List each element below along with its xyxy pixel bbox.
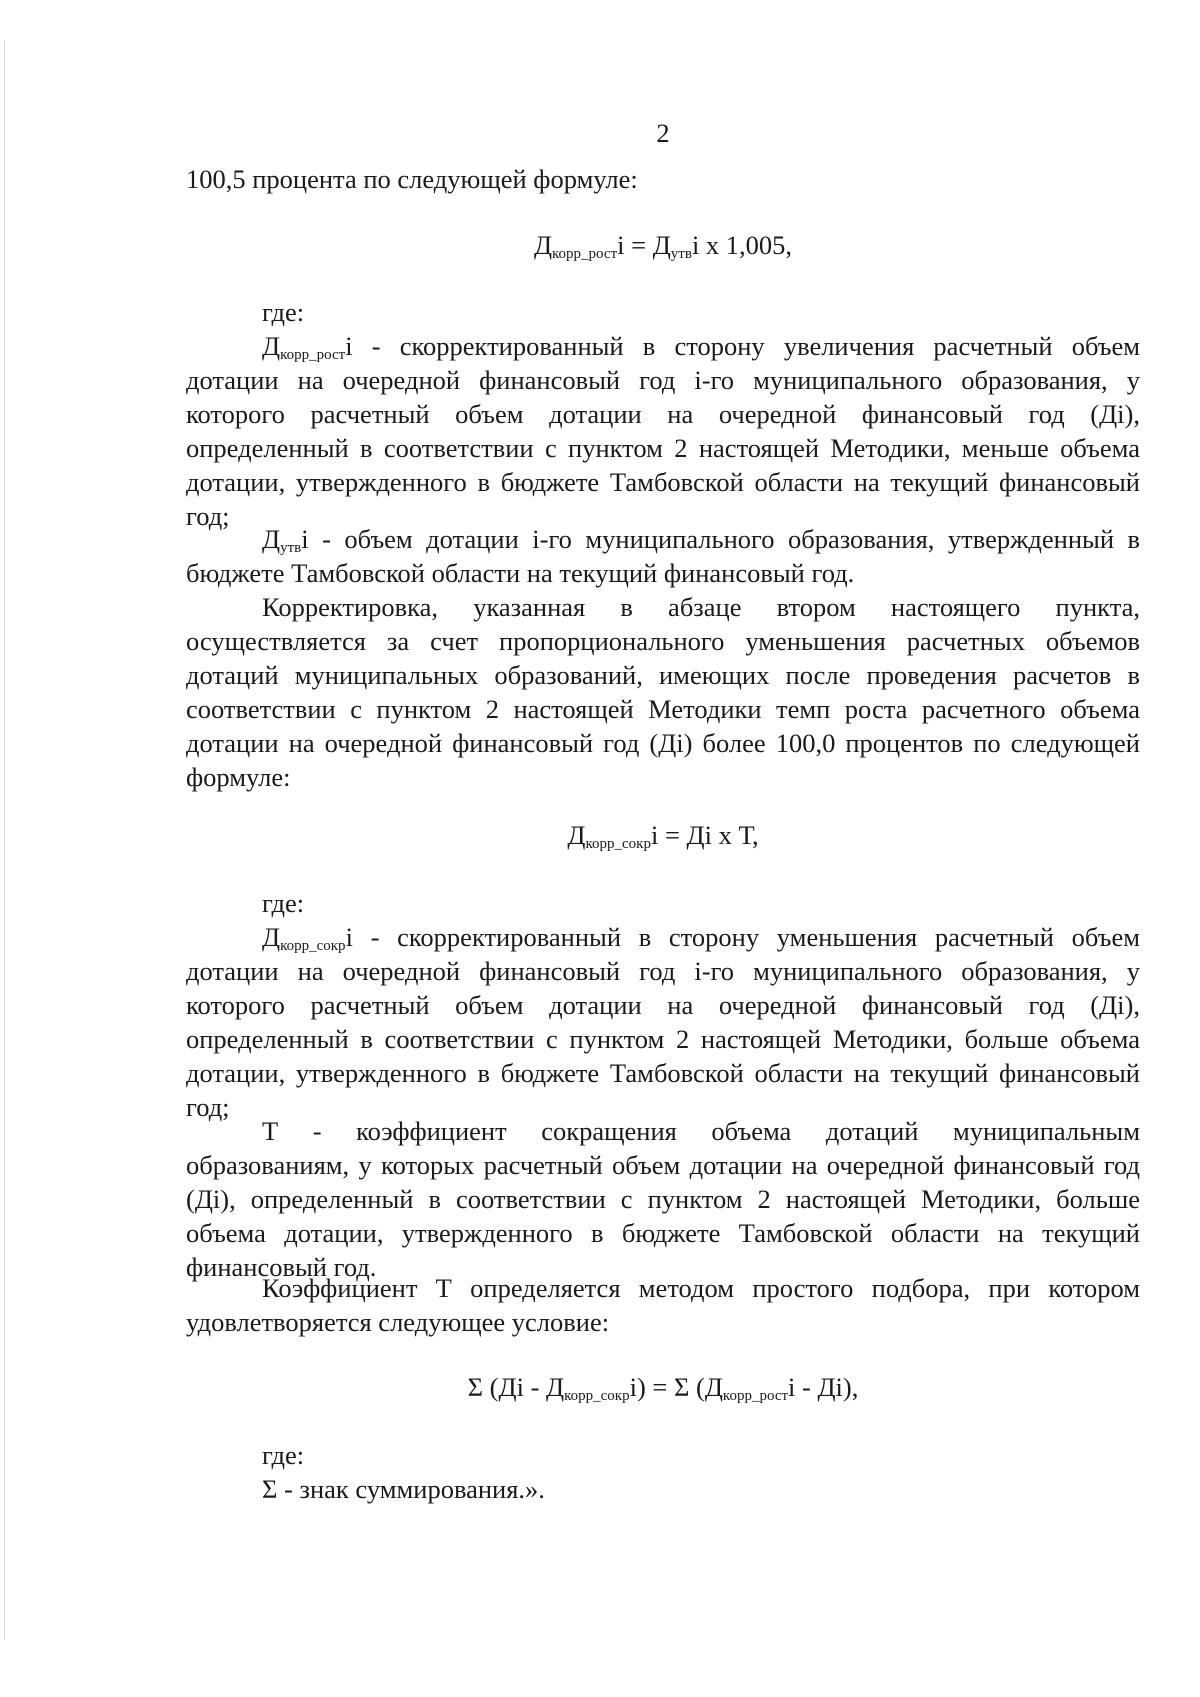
where-label: где: bbox=[262, 297, 305, 327]
formula1-lhs-base: Д bbox=[533, 230, 553, 260]
sigma-text: Σ - знак суммирования.». bbox=[262, 1474, 545, 1504]
formula1-rhs-rest: i х 1,005, bbox=[691, 230, 793, 260]
paragraph-correction bbox=[186, 590, 1140, 794]
formula3-part2: i) = Σ (Д bbox=[629, 1372, 723, 1402]
formula2-rest: i = Дi х Т, bbox=[650, 820, 759, 850]
paragraph-coefficient bbox=[186, 1271, 1140, 1339]
def3-text: i - скорректированный в сторону уменьшения расчетный объем дотации на очередной финансовый год i-го муниципального образования, у которого расчетный объем дотации на очередной финансовый год (Дi), определенный в соответствии с пунктом 2 настоящей Методики, больше объема дотации, утвержденного в бюджете Тамбовской области на текущий финансовый год; bbox=[186, 922, 1140, 1122]
def1-text: i - скорректированный в сторону увеличения расчетный объем дотации на очередной финансовый год i-го муниципального образования, у которого расчетный объем дотации на очередной финансовый год (Дi), определенный в соответствии с пунктом 2 настоящей Методики, меньше объема дотации, утвержденного в бюджете Тамбовской области на текущий финансовый год; bbox=[186, 331, 1140, 531]
correction-text: Корректировка, указанная в абзаце втором настоящего пункта, осуществляется за счет пропорционального уменьшения расчетных объемов дотаций муниципальных образований, имеющих после проведения расчетов в соответствии с пунктом 2 настоящей Методики темп роста расчетного объема дотации на очередной финансовый год (Дi) более 100,0 процентов по следующей формуле: bbox=[186, 592, 1140, 792]
formula1-rhs-base: Д bbox=[652, 230, 671, 260]
def3-base: Д bbox=[262, 922, 281, 952]
def2-sub: утв bbox=[280, 540, 302, 556]
intro-text: 100,5 процента по следующей формуле: bbox=[186, 164, 638, 194]
where-label: где: bbox=[262, 1440, 305, 1470]
formula-2 bbox=[186, 818, 1140, 852]
def4-text: Т - коэффициент сокращения объема дотаций муниципальным образованиям, у которых расчетный объем дотации на очередной финансовый год (Дi), определенный в соответствии с пунктом 2 настоящей Методики, больше объема дотации, утвержденного в бюджете Тамбовской области на текущий финансовый год. bbox=[186, 1116, 1140, 1282]
definition-2 bbox=[186, 522, 1140, 590]
where-3 bbox=[186, 1438, 1140, 1472]
formula1-eq: = bbox=[624, 230, 653, 260]
document-page bbox=[186, 0, 1140, 1697]
formula1-rhs-sub: утв bbox=[670, 246, 692, 262]
definition-1 bbox=[186, 329, 1140, 533]
formula3-part1: Σ (Дi - Д bbox=[467, 1372, 565, 1402]
formula3-sub2: корр_рост bbox=[722, 1388, 789, 1404]
formula2-lhs-base: Д bbox=[567, 820, 586, 850]
definition-4 bbox=[186, 1114, 1140, 1284]
formula1-lhs-sub: корр_рост bbox=[552, 246, 618, 262]
intro-block bbox=[186, 162, 1140, 196]
def2-text: i - объем дотации i-го муниципального образования, утвержденный в бюджете Тамбовской области на текущий финансовый год. bbox=[186, 524, 1140, 588]
formula-1 bbox=[186, 228, 1140, 262]
def1-sub: корр_рост bbox=[280, 347, 346, 363]
sigma-definition bbox=[186, 1472, 1140, 1506]
where-1 bbox=[186, 295, 1140, 329]
formula1-lhs-idx: i bbox=[617, 230, 625, 260]
formula2-lhs-sub: корр_сокр bbox=[585, 836, 651, 852]
formula3-part3: i - Дi), bbox=[788, 1372, 859, 1402]
scan-edge-mark bbox=[4, 40, 5, 1640]
definition-3 bbox=[186, 920, 1140, 1124]
def3-sub: корр_сокр bbox=[280, 938, 346, 954]
formula-3 bbox=[186, 1370, 1140, 1404]
page-number: 2 bbox=[656, 118, 670, 148]
def1-base: Д bbox=[262, 331, 281, 361]
where-2 bbox=[186, 886, 1140, 920]
def2-base: Д bbox=[262, 524, 281, 554]
formula3-sub1: корр_сокр bbox=[564, 1388, 630, 1404]
where-label: где: bbox=[262, 888, 305, 918]
coefficient-text: Коэффициент Т определяется методом простого подбора, при котором удовлетворяется следующее условие: bbox=[186, 1273, 1140, 1337]
